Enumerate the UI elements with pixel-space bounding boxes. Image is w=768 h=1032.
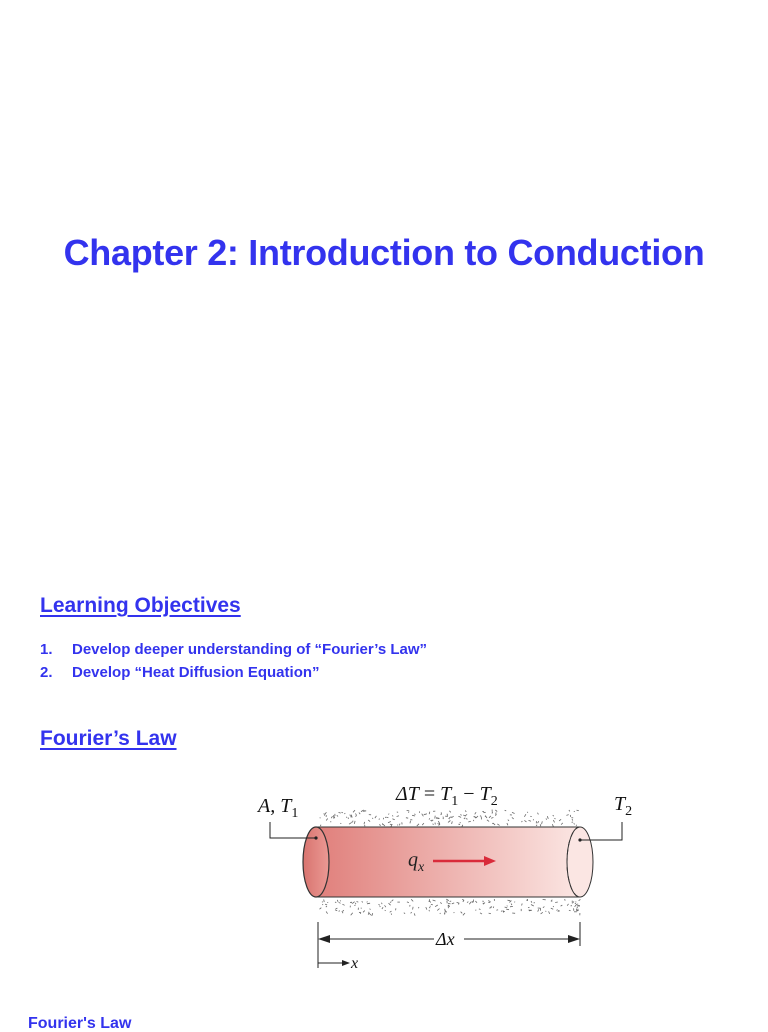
dimension-arrow-right — [568, 935, 580, 943]
list-item — [40, 661, 427, 684]
slide-title: Chapter 2: Introduction to Conduction — [0, 232, 768, 274]
t2-leader-dot — [578, 838, 581, 841]
heat-flux-label: $q_x$ — [408, 849, 425, 875]
list-item-number: 2. — [40, 661, 72, 684]
list-item-number: 1. — [40, 638, 72, 661]
x-axis-arrowhead — [342, 960, 350, 966]
area-label: A, $T_1$ — [256, 795, 298, 821]
fouriers-law-heading: Fourier’s Law — [40, 727, 177, 751]
t2-label: $T_2$ — [614, 793, 632, 819]
x-axis-label: x — [350, 955, 358, 972]
delta-t-equation: $\Delta T = T_1 - T_2$ — [395, 783, 498, 809]
list-item-text: Develop “Heat Diffusion Equation” — [72, 664, 320, 681]
length-label: Δx — [435, 929, 455, 949]
list-item — [40, 638, 427, 661]
learning-objectives-heading: Learning Objectives — [40, 594, 241, 618]
fourier-law-diagram — [250, 776, 650, 976]
objectives-list — [40, 638, 427, 684]
cutoff-next-heading: Fourier's Law — [28, 1016, 131, 1024]
area-leader-dot — [314, 836, 317, 839]
insulation-top — [318, 806, 584, 826]
dimension-arrow-left — [318, 935, 330, 943]
list-item-text: Develop deeper understanding of “Fourier’s Law” — [72, 641, 427, 658]
